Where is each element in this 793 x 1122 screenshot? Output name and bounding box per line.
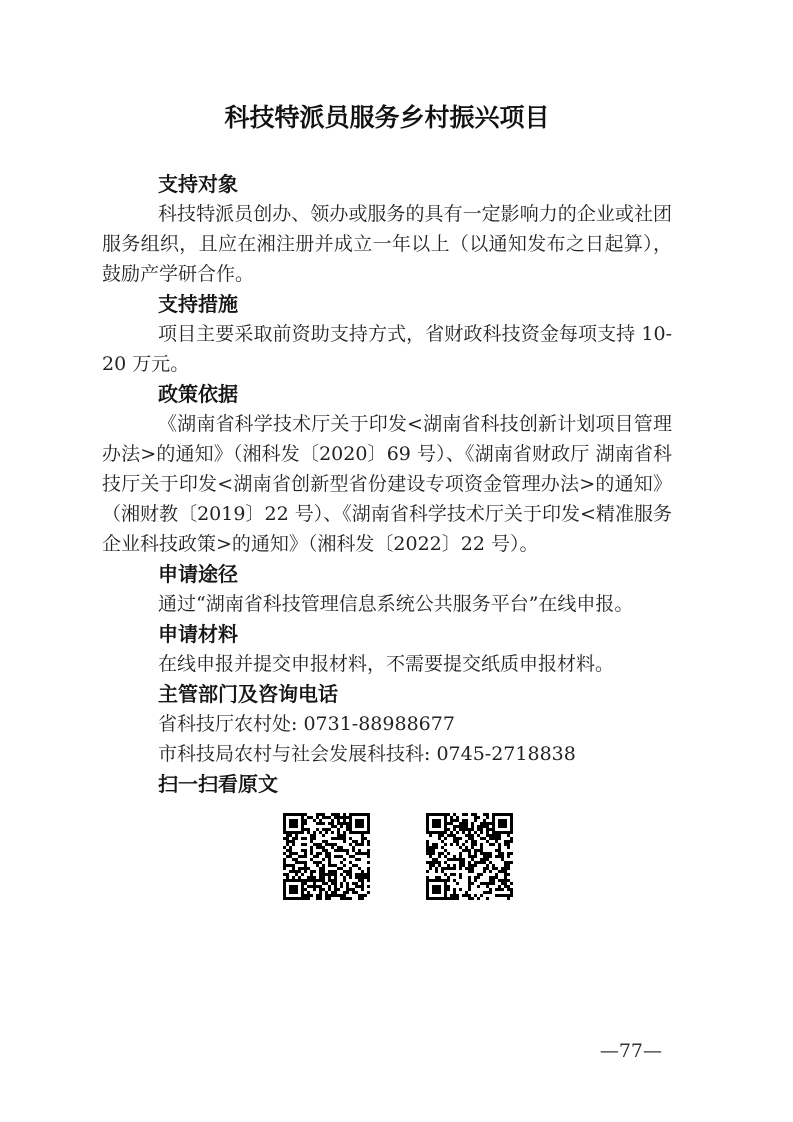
section-heading: 扫一扫看原文 xyxy=(158,772,278,796)
document-title: 科技特派员服务乡村振兴项目 xyxy=(224,103,550,132)
section-support-measures xyxy=(102,289,672,379)
section-heading: 申请途径 xyxy=(158,562,238,586)
page-number: —77— xyxy=(599,1040,662,1062)
section-heading: 支持对象 xyxy=(158,172,238,196)
paragraph: 《湖南省科学技术厅关于印发<湖南省科技创新计划项目管理办法>的通知》（湘科发〔2020〕69 号）、《湖南省财政厅 湖南省科技厅关于印发<湖南省创新型省份建设专项资金管理办法>的通知》（湘财教〔2019〕22 号）、《湖南省科学技术厅关于印发<精准服务企业科技政策>的通知》（湘科发〔2022〕22 号）。 xyxy=(102,413,672,555)
contact-line-province: 省科技厅农村处: 0731-88988677 xyxy=(158,713,455,735)
qr-code-right-icon xyxy=(426,813,513,900)
document-content xyxy=(102,100,672,900)
contact-line-city: 市科技局农村与社会发展科技科: 0745-2718838 xyxy=(158,743,576,765)
section-heading: 支持措施 xyxy=(158,292,238,316)
paragraph: 科技特派员创办、领办或服务的具有一定影响力的企业或社团服务组织，且应在湘注册并成立一年以上（以通知发布之日起算），鼓励产学研合作。 xyxy=(102,203,672,285)
section-heading: 主管部门及咨询电话 xyxy=(158,682,338,706)
paragraph: 在线申报并提交申报材料，不需要提交纸质申报材料。 xyxy=(158,653,615,675)
paragraph: 项目主要采取前资助支持方式，省财政科技资金每项支持 10-20 万元。 xyxy=(102,323,672,375)
section-application-materials xyxy=(102,619,672,679)
section-qr xyxy=(102,769,672,900)
section-heading: 政策依据 xyxy=(158,382,238,406)
qr-code-row xyxy=(283,813,672,900)
section-application-channel xyxy=(102,559,672,619)
section-contact xyxy=(102,679,672,769)
qr-code-left-icon xyxy=(283,813,370,900)
paragraph: 通过“湖南省科技管理信息系统公共服务平台”在线申报。 xyxy=(158,593,634,615)
section-support-target xyxy=(102,169,672,289)
section-heading: 申请材料 xyxy=(158,622,238,646)
section-policy-basis xyxy=(102,379,672,559)
